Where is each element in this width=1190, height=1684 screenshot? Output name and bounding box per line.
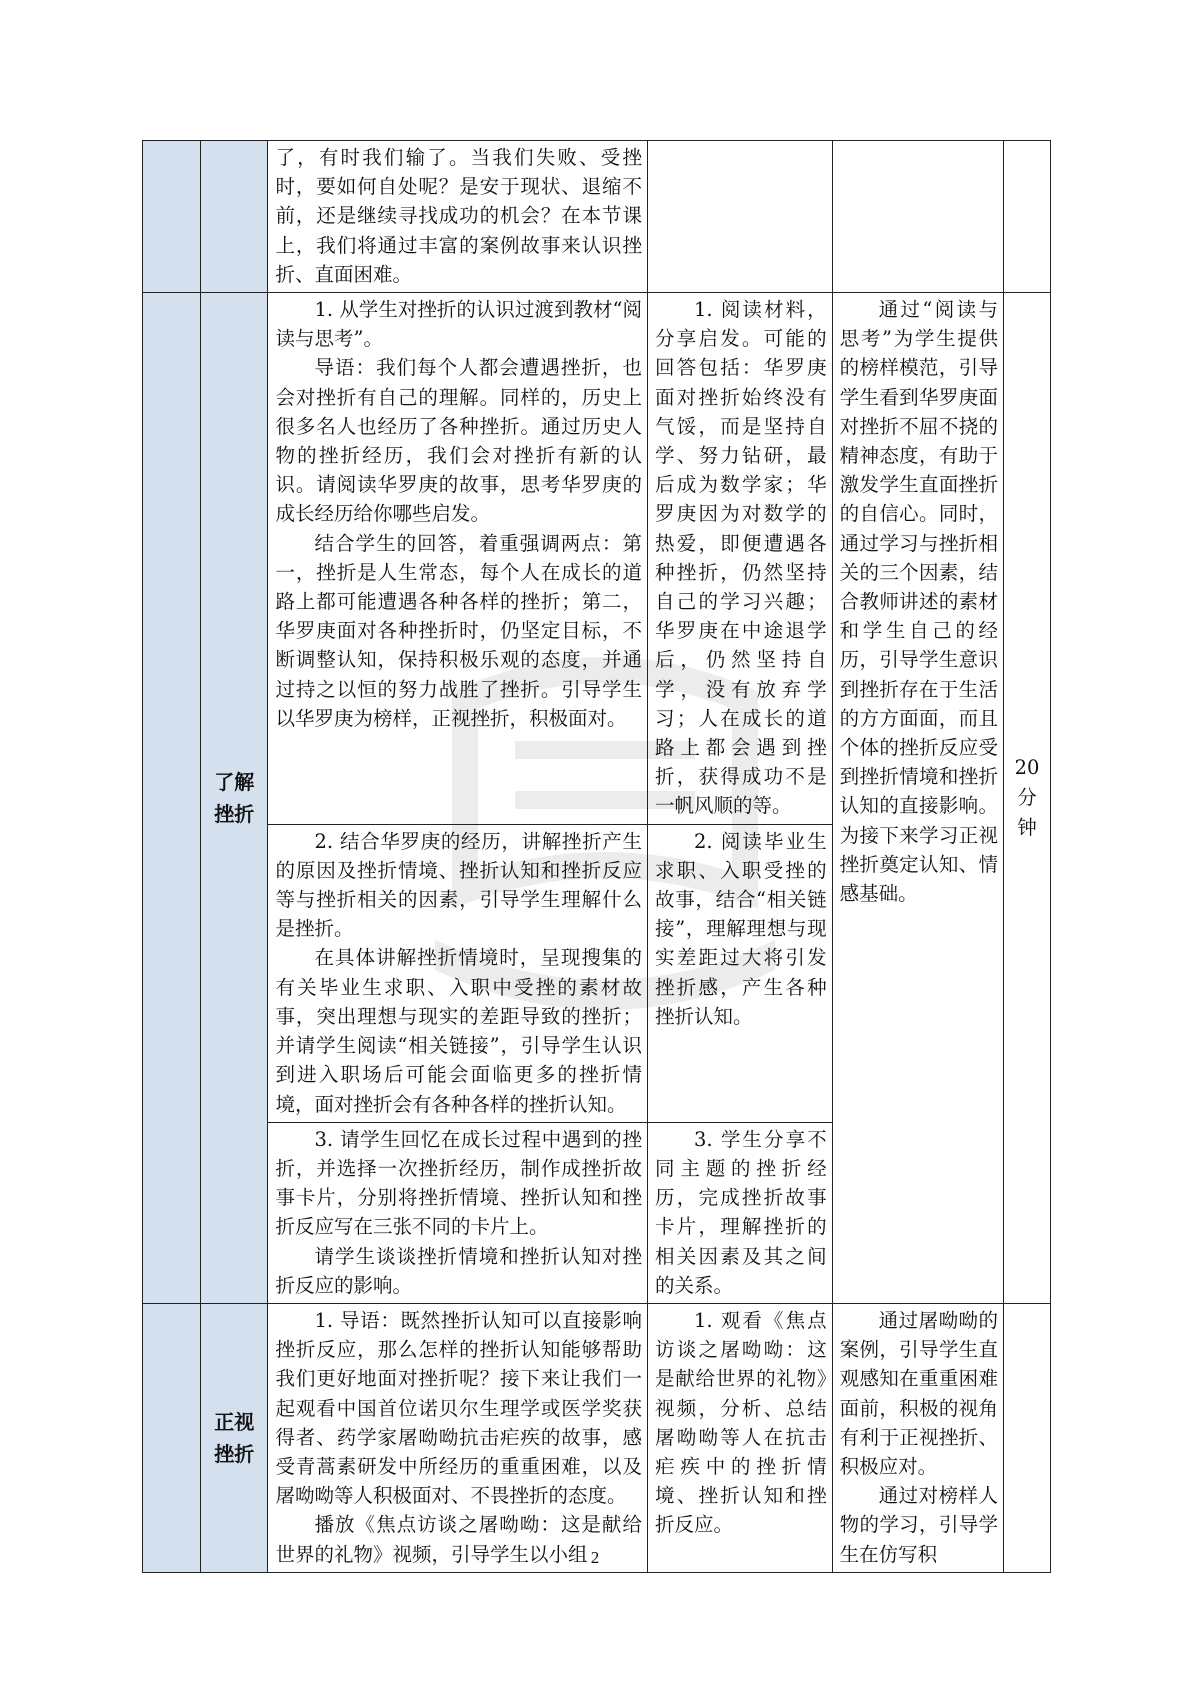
time-cell [1004,1303,1051,1572]
teacher-activity-cell [268,824,648,1122]
stage-cell-understand [201,293,268,1304]
intro-text: 了，有时我们输了。当我们失败、受挫时，要如何自处呢？是安于现状、退缩不前，还是继续寻找成功的机会？在本节课上，我们将通过丰富的案例故事来认识挫折、直面困难。 [275,146,642,286]
teacher-paragraph: 导语：我们每个人都会遭遇挫折，也会对挫折有自己的理解。同样的，历史上很多名人也经历了各种挫折。通过历史人物的挫折经历，我们会对挫折有新的认识。请阅读华罗庚的故事，思考华罗庚的成长经历给你哪些启发。 [275,356,642,526]
stage-cell [201,141,268,293]
table-row-intro [143,141,1051,293]
student-activity-cell [647,293,832,825]
design-intent-text: 通过对榜样人物的学习，引导学生在仿写积 [839,1484,999,1566]
student-activity-cell [647,824,832,1122]
time-cell [1004,293,1051,1304]
student-activity-cell [647,1122,832,1303]
teacher-step-title: 1. 从学生对挫折的认识过渡到教材“阅读与思考”。 [275,298,642,351]
design-intent-cell [832,293,1003,1304]
design-intent-cell [832,1303,1003,1572]
teacher-paragraph: 请学生谈谈挫折情境和挫折认知对挫折反应的影响。 [275,1244,642,1297]
time-label: 20分钟 [1014,755,1040,839]
teacher-paragraph: 播放《焦点访谈之屠呦呦：这是献给世界的礼物》视频，引导学生以小组 [275,1513,642,1566]
teacher-activity-cell [268,293,648,825]
teacher-paragraph: 在具体讲解挫折情境时，呈现搜集的有关毕业生求职、入职中受挫的素材故事，突出理想与现实的差距导致的挫折；并请学生阅读“相关链接”，引导学生认识到进入职场后可能会面临更多的挫折情境，面对挫折会有各种各样的挫折认知。 [275,946,642,1116]
student-activity-cell [647,141,832,293]
teacher-paragraph: 结合学生的回答，着重强调两点：第一，挫折是人生常态，每个人在成长的道路上都可能遭遇各种各样的挫折；第二，华罗庚面对各种挫折时，仍坚定目标，不断调整认知，保持积极乐观的态度，并通过持之以恒的努力战胜了挫折。引导学生以华罗庚为榜样，正视挫折，积极面对。 [275,531,642,730]
teacher-activity-cell [268,1303,648,1572]
design-intent-cell [832,141,1003,293]
design-intent-text: 通过屠呦呦的案例，引导学生直观感知在重重困难面前，积极的视角有利于正视挫折、积极应对。 [839,1308,999,1478]
student-paragraph: 1. 观看《焦点访谈之屠呦呦：这是献给世界的礼物》视频，分析、总结屠呦呦等人在抗击疟疾中的挫折情境、挫折认知和挫折反应。 [654,1308,827,1537]
stage-cell-face [201,1303,268,1572]
stage-group-cell [143,1303,201,1572]
teacher-step-title: 2. 结合华罗庚的经历，讲解挫折产生的原因及挫折情境、挫折认知和挫折反应等与挫折相关的因素，引导学生理解什么是挫折。 [275,829,642,941]
student-paragraph: 3. 学生分享不同主题的挫折经历，完成挫折故事卡片，理解挫折的相关因素及其之间的关系。 [654,1127,827,1297]
time-cell [1004,141,1051,293]
stage-group-cell [143,141,201,293]
teacher-step-title: 3. 请学生回忆在成长过程中遇到的挫折，并选择一次挫折经历，制作成挫折故事卡片，分别将挫折情境、挫折认知和挫折反应写在三张不同的卡片上。 [275,1127,642,1239]
student-paragraph: 1. 阅读材料，分享启发。可能的回答包括：华罗庚面对挫折始终没有气馁，而是坚持自学、努力钻研，最后成为数学家；华罗庚因为对数学的热爱，即便遭遇各种挫折，仍然坚持自己的学习兴趣；华罗庚在中途退学后，仍然坚持自学，没有放弃学习；人在成长的道路上都会遇到挫折，获得成功不是一帆风顺的等。 [654,298,827,818]
design-intent-text: 通过“阅读与思考”为学生提供的榜样模范，引导学生看到华罗庚面对挫折不屈不挠的精神态度，有助于激发学生直面挫折的自信心。同时，通过学习与挫折相关的三个因素，结合教师讲述的素材和学生自己的经历，引导学生意识到挫折存在于生活的方方面面，而且个体的挫折反应受到挫折情境和挫折认知的直接影响。为接下来学习正视挫折奠定认知、情感基础。 [839,298,999,906]
stage-label: 正视挫折 [214,1409,255,1466]
table-row-face [143,1303,1051,1572]
teacher-activity-cell [268,1122,648,1303]
lesson-plan-table [142,140,1051,1573]
stage-label: 了解挫折 [214,769,255,826]
teacher-activity-cell [268,141,648,293]
student-paragraph: 2. 阅读毕业生求职、入职受挫的故事，结合“相关链接”，理解理想与现实差距过大将引发挫折感，产生各种挫折认知。 [654,829,827,1028]
teacher-step-title: 1. 导语：既然挫折认知可以直接影响挫折反应，那么怎样的挫折认知能够帮助我们更好地面对挫折呢？接下来让我们一起观看中国首位诺贝尔生理学或医学奖获得者、药学家屠呦呦抗击疟疾的故事，感受青蒿素研发中所经历的重重困难，以及屠呦呦等人积极面对、不畏挫折的态度。 [275,1308,642,1508]
page-number: 2 [590,1548,600,1567]
student-activity-cell [647,1303,832,1572]
stage-group-cell [143,293,201,1304]
table-row-understand-step1 [143,293,1051,825]
